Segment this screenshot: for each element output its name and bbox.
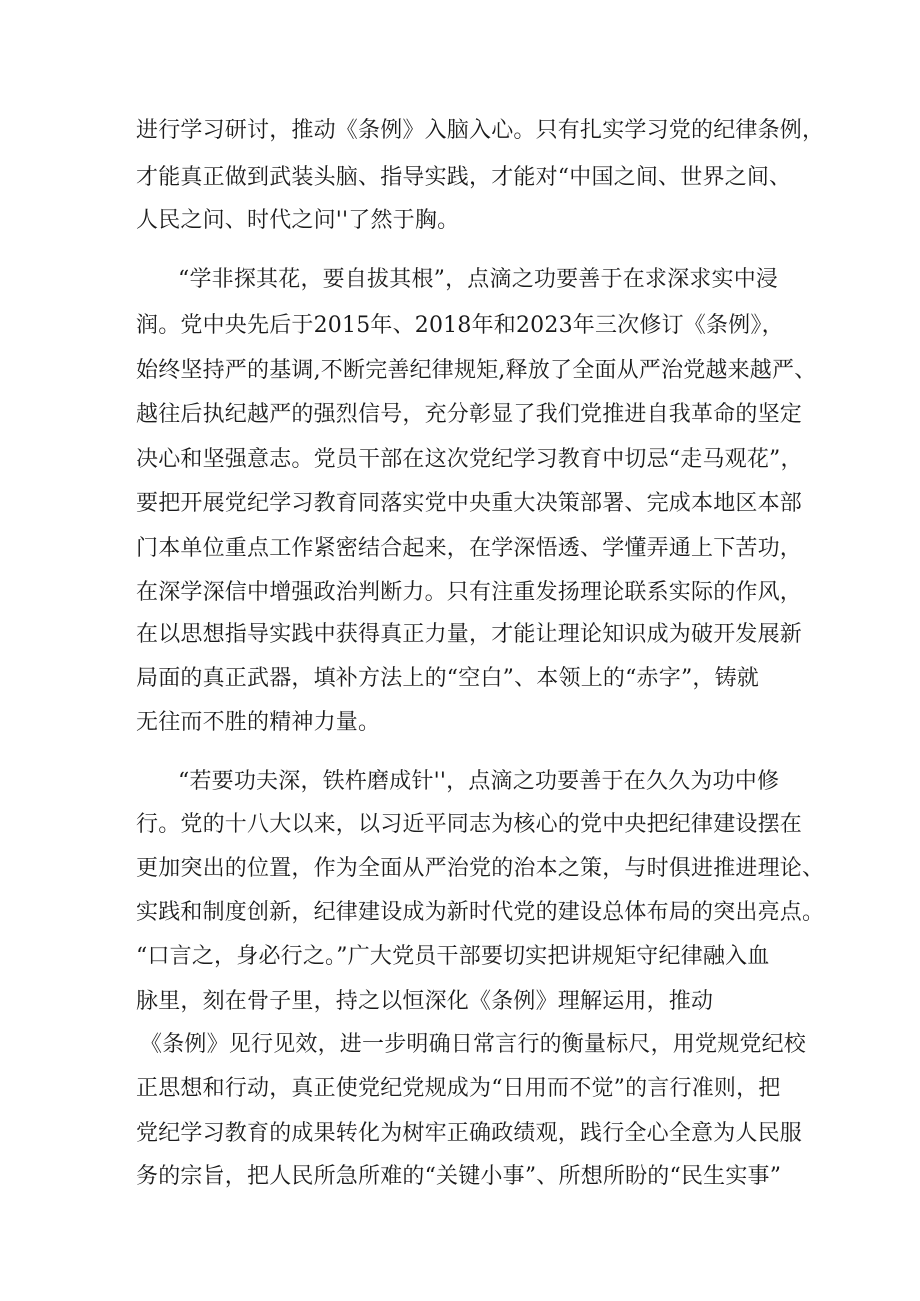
- text-line: “学非探其花，要自拔其根”，点滴之功要善于在求深求实中浸: [178, 267, 779, 292]
- text-line: 要把开展党纪学习教育同落实党中央重大决策部署、完成本地区本部: [136, 491, 803, 516]
- text-line: “若要功夫深，铁杵磨成针''，点滴之功要善于在久久为功中修: [178, 769, 780, 794]
- text-line: 门本单位重点工作紧密结合起来，在学深悟透、学懂弄通上下苦功，: [136, 536, 803, 561]
- text-line: 行。党的十八大以来，以习近平同志为核心的党中央把纪律建设摆在: [136, 812, 803, 837]
- text-line: 《条例》见行见效，进一步明确日常言行的衡量标尺，用党规党纪校: [140, 1032, 807, 1057]
- text-line: “口言之，身必行之。”广大党员干部要切实把讲规矩守纪律融入血: [136, 944, 770, 969]
- text-line: 无往而不胜的精神力量。: [136, 710, 381, 735]
- text-line: 进行学习研讨，推动《条例》入脑入心。只有扎实学习党的纪律条例，: [136, 118, 825, 143]
- text-line: 务的宗旨，把人民所急所难的“关键小事”、所想所盼的“民生实事”: [136, 1164, 782, 1189]
- text-line: 更加突出的位置，作为全面从严治党的治本之策，与时俱进推进理论、: [136, 856, 825, 881]
- text-line: 党纪学习教育的成果转化为树牢正确政绩观，践行全心全意为人民服: [136, 1121, 803, 1146]
- text-line: 润。党中央先后于2015年、2018年和2023年三次修订《条例》，: [136, 313, 784, 338]
- text-line: 人民之问、时代之问''了然于胸。: [136, 208, 460, 233]
- text-line: 决心和坚强意志。党员干部在这次党纪学习教育中切忌“走马观花”，: [136, 447, 803, 472]
- text-line: 实践和制度创新，纪律建设成为新时代党的建设总体布局的突出亮点。: [136, 900, 825, 925]
- text-line: 越往后执纪越严的强烈信号，充分彰显了我们党推进自我革命的坚定: [136, 402, 803, 427]
- text-line: 在深学深信中增强政治判断力。只有注重发扬理论联系实际的作风，: [136, 580, 803, 605]
- text-line: 正思想和行动，真正使党纪党规成为“日用而不觉”的言行准则，把: [136, 1076, 781, 1101]
- text-line: 始终坚持严的基调,不断完善纪律规矩,释放了全面从严治党越来越严、: [136, 358, 817, 383]
- text-line: 局面的真正武器，填补方法上的“空白”、本领上的“赤字”，铸就: [136, 666, 759, 691]
- text-line: 脉里，刻在骨子里，持之以恒深化《条例》理解运用，推动: [136, 989, 714, 1014]
- text-line: 在以思想指导实践中获得真正力量，才能让理论知识成为破开发展新: [136, 622, 803, 647]
- text-line: 才能真正做到武装头脑、指导实践，才能对“中国之间、世界之间、: [136, 165, 792, 190]
